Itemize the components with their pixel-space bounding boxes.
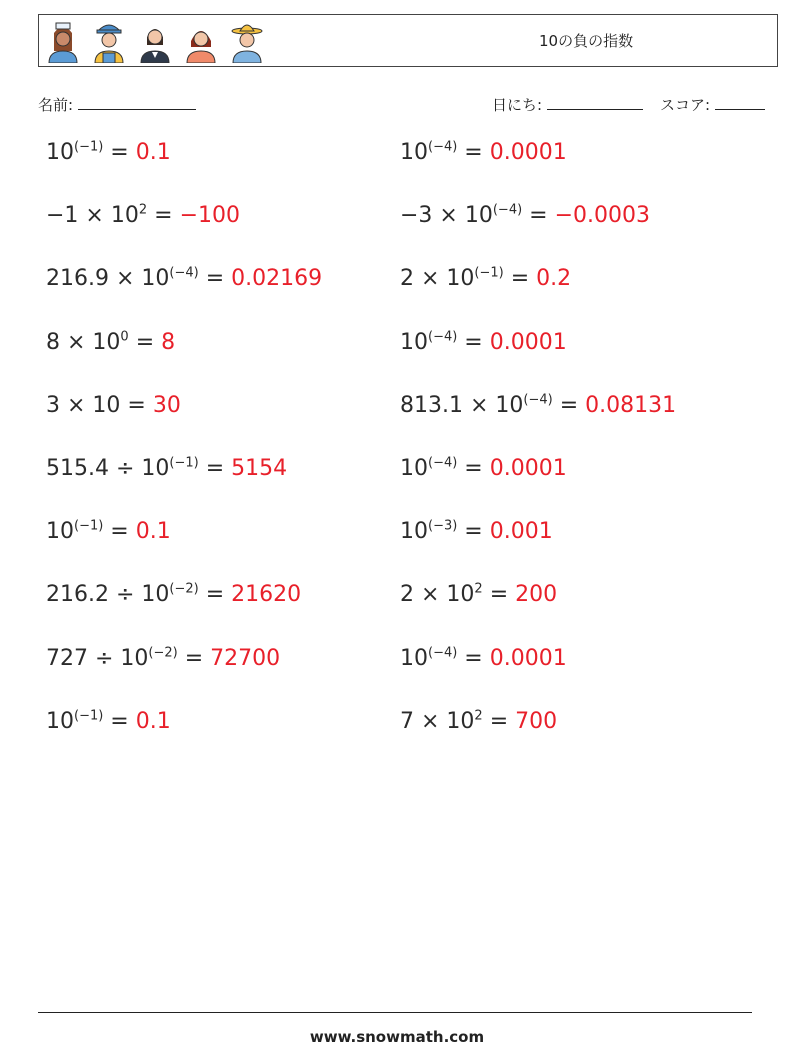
problem-expression: 10 <box>400 456 428 481</box>
equals-sign: = <box>103 708 136 734</box>
problem-answer: 200 <box>515 582 558 608</box>
worksheet-title: 10の負の指数 <box>539 32 634 50</box>
problem-item <box>46 646 280 676</box>
problem-expression: −1 × 10 <box>46 203 139 229</box>
problem-exponent: (−3) <box>428 518 458 534</box>
problem-exponent: 0 <box>120 329 129 345</box>
problem-item <box>400 646 567 676</box>
name-blank[interactable] <box>78 97 196 110</box>
problem-answer: 0.0001 <box>489 645 567 671</box>
equals-sign: = <box>128 329 162 355</box>
problem-exponent: (−1) <box>474 266 504 282</box>
problem-answer: 0.001 <box>489 519 553 545</box>
equals-sign: = <box>457 329 490 355</box>
problem-exponent: 2 <box>138 202 148 218</box>
problem-answer: 72700 <box>210 645 281 671</box>
problem-exponent: (−4) <box>428 645 458 661</box>
problem-item <box>46 582 301 612</box>
problem-item <box>400 519 553 549</box>
problem-answer: −0.0003 <box>554 203 651 229</box>
problem-exponent: (−4) <box>428 139 458 155</box>
problem-answer: 30 <box>152 392 181 418</box>
problem-item <box>400 393 676 423</box>
problem-answer: 21620 <box>231 582 302 608</box>
problem-expression: 727 ÷ 10 <box>46 645 149 671</box>
problem-expression: 10 <box>46 140 74 165</box>
problem-answer: 5154 <box>231 456 288 481</box>
equals-sign: = <box>103 140 136 165</box>
date-field[interactable] <box>492 94 643 115</box>
farmer-avatar <box>229 19 265 63</box>
score-label: スコア: <box>660 96 711 114</box>
problem-expression: 10 <box>400 519 428 545</box>
problem-expression: 10 <box>400 329 428 355</box>
avatar-strip <box>45 19 265 63</box>
equals-sign: = <box>457 456 490 481</box>
equals-sign: = <box>457 645 490 671</box>
equals-sign: = <box>522 203 555 229</box>
nurse-avatar <box>45 19 81 63</box>
problem-expression: −3 × 10 <box>400 203 493 229</box>
problem-answer: 0.2 <box>536 266 572 292</box>
date-blank[interactable] <box>547 97 643 110</box>
equals-sign: = <box>482 708 516 734</box>
problem-item <box>46 266 322 296</box>
problem-answer: 0.0001 <box>489 456 567 481</box>
problem-exponent: (−1) <box>74 708 104 724</box>
woman-avatar <box>183 19 219 63</box>
problem-answer: 8 <box>161 329 176 355</box>
problem-answer: 0.0001 <box>489 329 567 355</box>
problem-expression: 10 <box>400 645 428 671</box>
problem-expression: 10 <box>46 519 74 545</box>
equals-sign: = <box>482 582 516 608</box>
problem-answer: −100 <box>179 203 240 229</box>
equals-sign: = <box>198 456 232 481</box>
problem-item <box>46 393 181 423</box>
problem-item <box>400 330 567 360</box>
problem-answer: 700 <box>515 708 558 734</box>
problem-exponent: 2 <box>474 582 483 598</box>
problem-exponent: (−2) <box>148 645 178 661</box>
problem-item <box>46 519 171 549</box>
problem-item <box>400 266 571 296</box>
date-label: 日にち: <box>492 96 543 114</box>
problem-answer: 0.1 <box>135 708 171 734</box>
equals-sign: = <box>177 645 211 671</box>
problem-item <box>400 203 650 233</box>
score-field[interactable] <box>660 94 765 115</box>
worker-avatar <box>91 19 127 63</box>
problem-expression: 10 <box>400 140 428 165</box>
problem-expression: 216.2 ÷ 10 <box>46 582 170 608</box>
footer-url: www.snowmath.com <box>309 1028 485 1046</box>
problem-exponent: 2 <box>474 708 483 724</box>
equals-sign: = <box>198 582 232 608</box>
problem-exponent: (−4) <box>169 266 199 282</box>
equals-sign: = <box>103 519 136 545</box>
equals-sign: = <box>198 266 232 292</box>
problem-answer: 0.0001 <box>489 140 567 165</box>
score-blank[interactable] <box>715 97 765 110</box>
equals-sign: = <box>147 203 180 229</box>
problem-expression: 3 × 10 <box>46 392 121 418</box>
problem-item <box>46 330 175 360</box>
problem-exponent: (−4) <box>428 455 458 471</box>
equals-sign: = <box>120 392 153 418</box>
problem-expression: 2 × 10 <box>400 582 475 608</box>
problem-expression: 10 <box>46 708 74 734</box>
problem-expression: 216.9 × 10 <box>46 266 170 292</box>
problem-item <box>46 140 171 170</box>
name-field[interactable] <box>38 94 196 115</box>
equals-sign: = <box>552 392 586 418</box>
problem-answer: 0.1 <box>135 519 171 545</box>
problem-item <box>400 140 567 170</box>
problem-exponent: (−4) <box>523 392 553 408</box>
problem-exponent: (−1) <box>169 455 199 471</box>
name-label: 名前: <box>38 96 74 114</box>
equals-sign: = <box>457 140 490 165</box>
problem-expression: 7 × 10 <box>400 708 475 734</box>
problem-exponent: (−1) <box>74 139 104 155</box>
problem-exponent: (−1) <box>74 518 104 534</box>
problem-item <box>46 456 287 486</box>
problem-exponent: (−4) <box>428 329 458 345</box>
problem-item <box>46 203 240 233</box>
problem-expression: 813.1 × 10 <box>400 392 524 418</box>
problem-expression: 8 × 10 <box>46 329 121 355</box>
worksheet-header <box>38 14 778 67</box>
equals-sign: = <box>457 519 490 545</box>
problem-expression: 515.4 ÷ 10 <box>46 456 170 481</box>
footer-divider <box>38 1012 752 1013</box>
problem-expression: 2 × 10 <box>400 266 475 292</box>
problem-answer: 0.08131 <box>585 392 677 418</box>
problem-item <box>400 456 567 486</box>
problem-exponent: (−2) <box>169 582 199 598</box>
equals-sign: = <box>503 266 537 292</box>
problem-item <box>46 709 171 739</box>
problem-answer: 0.02169 <box>231 266 323 292</box>
problem-exponent: (−4) <box>492 202 523 218</box>
problem-item <box>400 709 557 739</box>
problem-answer: 0.1 <box>135 140 171 165</box>
problem-item <box>400 582 557 612</box>
businesswoman-avatar <box>137 19 173 63</box>
